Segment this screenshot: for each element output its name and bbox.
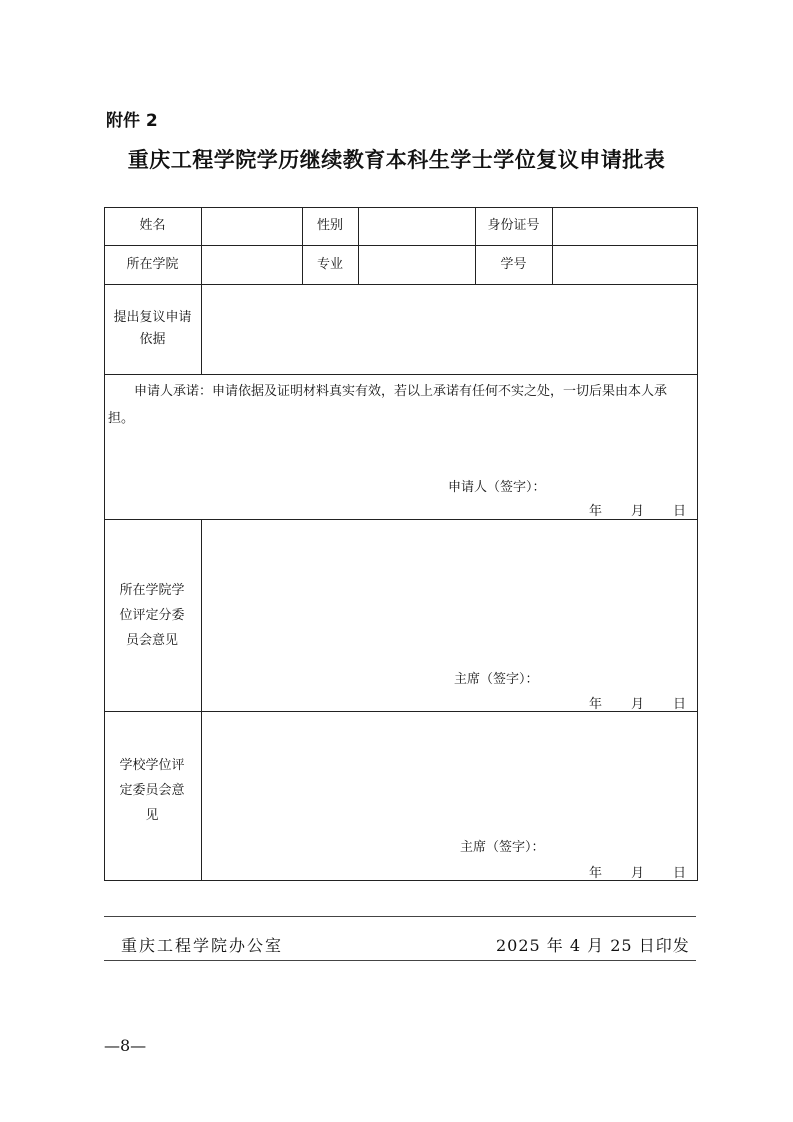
attachment-label: 附件 2 [106, 111, 158, 131]
footer-top-rule [104, 916, 696, 917]
name-label: 姓名 [139, 218, 166, 233]
gender-label: 性别 [316, 218, 343, 233]
student-number-label: 学号 [500, 256, 527, 272]
footer-bottom-rule [104, 960, 696, 961]
date-year: 年 [589, 866, 603, 881]
student-number-field[interactable] [553, 246, 697, 284]
college-field[interactable] [202, 246, 302, 284]
gender-field[interactable] [359, 208, 475, 245]
name-field[interactable] [202, 208, 302, 245]
major-field[interactable] [359, 246, 475, 284]
major-label: 专业 [316, 256, 343, 272]
date-year: 年 [589, 697, 603, 712]
review-basis-label: 提出复议申请依据 [113, 310, 192, 347]
applicant-pledge: 申请人承诺：申请依据及证明材料真实有效，若以上承诺有任何不实之处，一切后果由本人承担。 [108, 384, 668, 426]
applicant-signature-label[interactable]: 申请人（签字）： [448, 480, 546, 495]
school-committee-label: 学校学位评定委员会意见 [119, 757, 185, 823]
date-day: 日 [673, 697, 687, 712]
date-day: 日 [673, 504, 687, 519]
id-number-label: 身份证号 [487, 218, 540, 233]
date-day: 日 [673, 866, 687, 881]
review-basis-field[interactable] [202, 285, 697, 374]
page-number: —8— [104, 1036, 147, 1055]
date-month: 月 [631, 697, 645, 712]
date-year: 年 [589, 504, 603, 519]
college-label: 所在学院 [126, 256, 179, 272]
id-number-field[interactable] [553, 208, 697, 245]
date-month: 月 [631, 866, 645, 881]
school-chair-signature-label[interactable]: 主席（签字）： [460, 840, 545, 855]
date-month: 月 [631, 504, 645, 519]
issuer: 重庆工程学院办公室 [121, 936, 284, 955]
college-chair-signature-label[interactable]: 主席（签字）： [454, 672, 539, 687]
college-committee-label: 所在学院学位评定分委员会意见 [119, 582, 185, 648]
page-title: 重庆工程学院学历继续教育本科生学士学位复议申请批表 [127, 148, 666, 172]
issue-date: 2025 年 4 月 25 日印发 [496, 936, 690, 955]
